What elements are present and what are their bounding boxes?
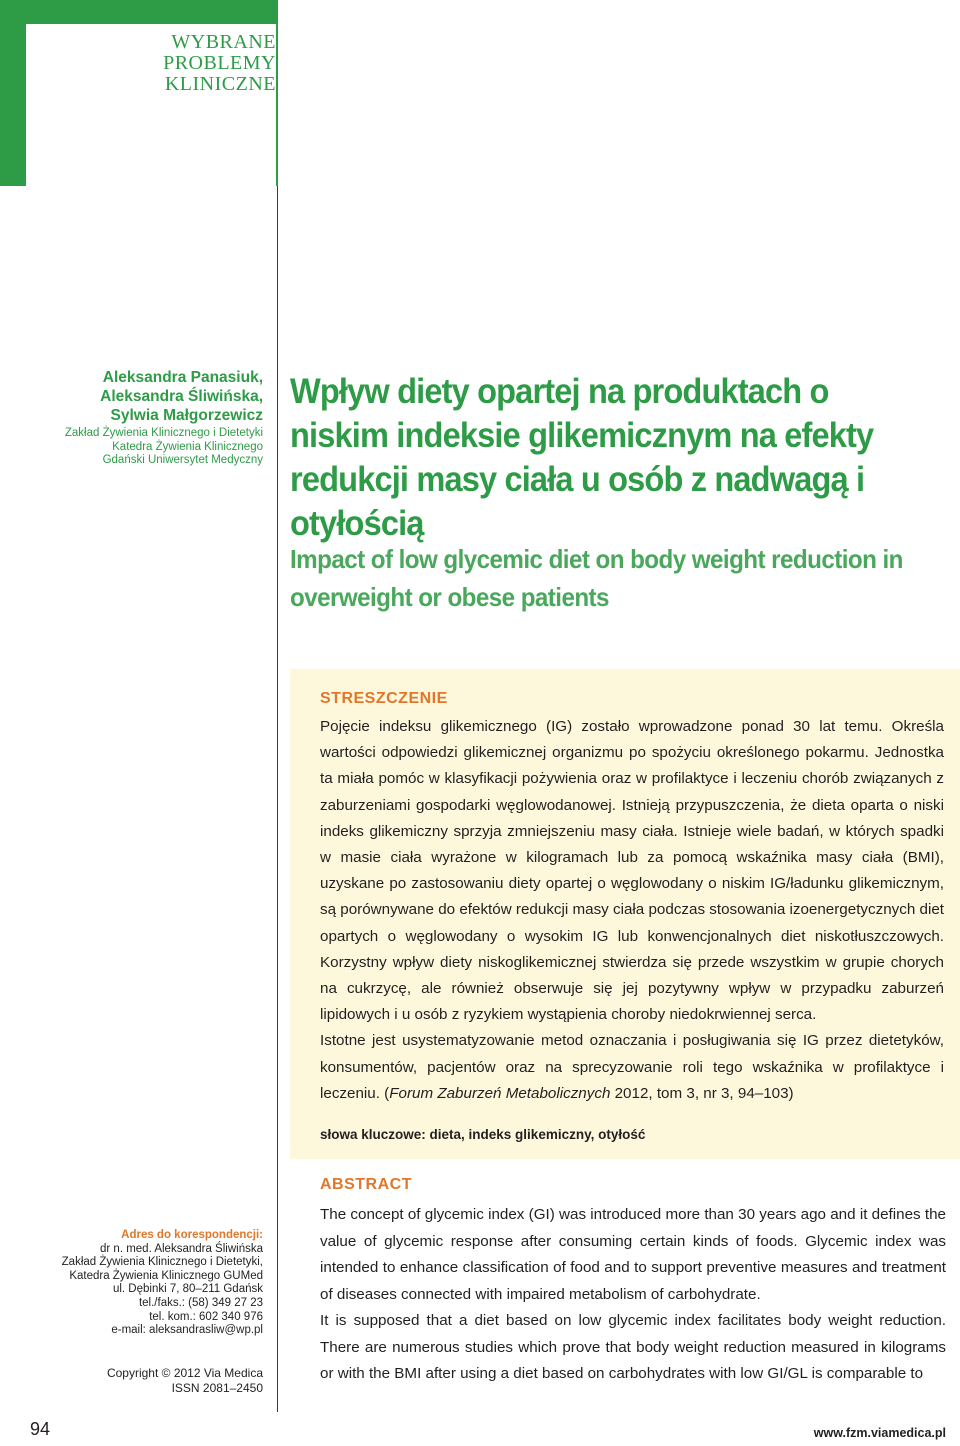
correspondence-email: e-mail: aleksandrasliw@wp.pl: [111, 1324, 263, 1337]
page-number: 94: [30, 1419, 51, 1439]
author-names: Aleksandra Panasiuk, Aleksandra Śliwińska, Sylwia Małgorzewicz: [100, 369, 263, 424]
article-title-polish: Wpływ diety opartej na produktach o niskim indeksie glikemicznym na efekty redukcji masy ciała u osób z nadwagą i otyłością: [290, 372, 874, 543]
streszczenie-text: [320, 714, 944, 1107]
copyright-notice: Copyright © 2012 Via Medica ISSN 2081–2450: [106, 1366, 263, 1395]
section-label: WYBRANE PROBLEMY KLINICZNE: [26, 24, 276, 186]
streszczenie-paragraph-1: Pojęcie indeksu glikemicznego (IG) zostało wprowadzone ponad 30 lat temu. Określa wartości odpowiedzi glikemicznej organizmu po spożyciu określonego pokarmu. Jednostka ta miała pomóc w klasyfikacji pożywienia oraz w profilaktyce i leczeniu chorób związanych z zaburzeniami gospodarki węglowodanowej. Istnieją przypuszczenia, że dieta oparta o niski indeks glikemiczny sprzyja zmniejszeniu masy ciała. Istnieje wiele badań, w których spadki w masie ciała wyrażone w kilogramach lub za pomocą wskaźnika masy ciała (BMI), uzyskane po zastosowaniu diety opartej o węglowodany o niskim IG/ładunku glikemicznym, są porównywane do efektów redukcji masy ciała podczas stosowania izoenergetycznych diet opartych o węglowodany o wysokim IG lub konwencjonalnych diet niskotłuszczowych. Korzystny wpływ diety niskoglikemicznej stwierdza się przede wszystkim w grupie chorych na cukrzycę, ale również obserwuje się jej pozytywny wpływ w przypadku zaburzeń lipidowych i u osób z ryzykiem wystąpienia choroby niedokrwiennej serca.: [320, 718, 944, 1024]
column-divider: [277, 186, 278, 1412]
authors-block: [30, 368, 263, 468]
article-title-english: Impact of low glycemic diet on body weight reduction in overweight or obese patients: [290, 544, 903, 612]
keywords-polish: słowa kluczowe: dieta, indeks glikemiczny, otyłość: [320, 1127, 646, 1143]
abstract-heading: ABSTRACT: [320, 1176, 412, 1193]
correspondence-heading: Adres do korespondencji:: [121, 1229, 263, 1241]
correspondence-address: Adres do korespondencji: dr n. med. Aleksandra Śliwińska Zakład Żywienia Klinicznego i Dietetyki, Katedra Żywienia Klinicznego GUMed ul. Dębinki 7, 80–211 Gdańsk tel./faks.: (58) 349 27 23 tel. kom.: 602 340 976 e-mail: aleksandrasliw@wp.pl: [30, 1229, 263, 1338]
abstract-block: [320, 1175, 946, 1388]
abstract-paragraph-2: It is supposed that a diet based on low glycemic index facilitates body weight reduction. There are numerous studies which prove that body weight reduction measured in kilograms or with the BMI after using a diet based on carbohydrates with low GI/GL is comparable to: [320, 1312, 946, 1382]
abstract-text: [320, 1202, 946, 1388]
website-link[interactable]: www.fzm.viamedica.pl: [813, 1426, 946, 1440]
streszczenie-box: [290, 669, 960, 1159]
author-affiliation: Zakład Żywienia Klinicznego i Dietetyki Katedra Żywienia Klinicznego Gdański Uniwersytet Medyczny: [64, 427, 263, 466]
abstract-paragraph-1: The concept of glycemic index (GI) was introduced more than 30 years ago and it defines the value of glycemic response after consuming certain kinds of foods. Glycemic index was intended to enhance classification of food and to support preventive measures and treatment of diseases connected with impaired metabolism of carbohydrate.: [320, 1206, 946, 1303]
streszczenie-heading: STRESZCZENIE: [320, 690, 448, 707]
journal-name: Forum Zaburzeń Metabolicznych: [389, 1084, 611, 1102]
streszczenie-paragraph-2: Istotne jest usystematyzowanie metod oznaczania i posługiwania się IG przez dietetyków, konsumentów, pacjentów oraz na sprecyzowanie roli tego wskaźnika w profilaktyce i leczeniu. (Forum Zaburzeń Metabolicznych 2012, tom 3, nr 3, 94–103): [320, 1032, 944, 1102]
